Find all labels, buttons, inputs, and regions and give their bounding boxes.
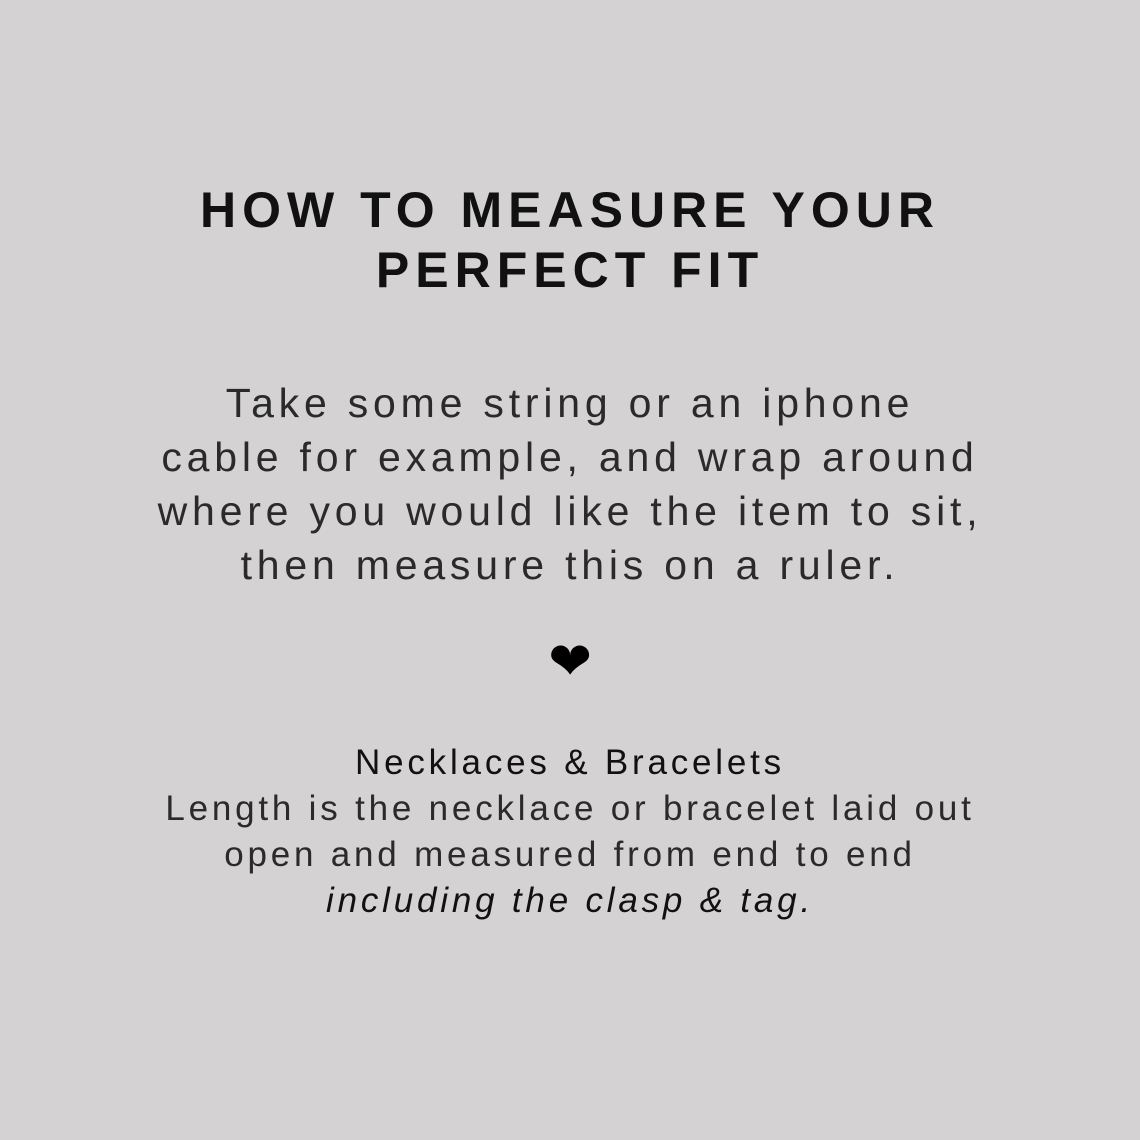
description-line: open and measured from end to end bbox=[224, 835, 916, 874]
intro-paragraph bbox=[0, 376, 1140, 592]
page-title bbox=[0, 180, 1140, 300]
intro-line: Take some string or an iphone bbox=[225, 380, 915, 426]
section-description bbox=[0, 786, 1140, 924]
description-emphasis: including the clasp & tag. bbox=[326, 881, 814, 920]
intro-line: where you would like the item to sit, bbox=[157, 488, 983, 534]
heart-icon: ❤ bbox=[548, 632, 592, 692]
description-line: Length is the necklace or bracelet laid out bbox=[165, 789, 975, 828]
intro-line: cable for example, and wrap around bbox=[161, 434, 979, 480]
title-line-1: HOW TO MEASURE YOUR bbox=[200, 182, 940, 238]
intro-line: then measure this on a ruler. bbox=[240, 542, 900, 588]
section-heading: Necklaces & Bracelets bbox=[355, 743, 785, 782]
title-line-2: PERFECT FIT bbox=[375, 242, 765, 298]
